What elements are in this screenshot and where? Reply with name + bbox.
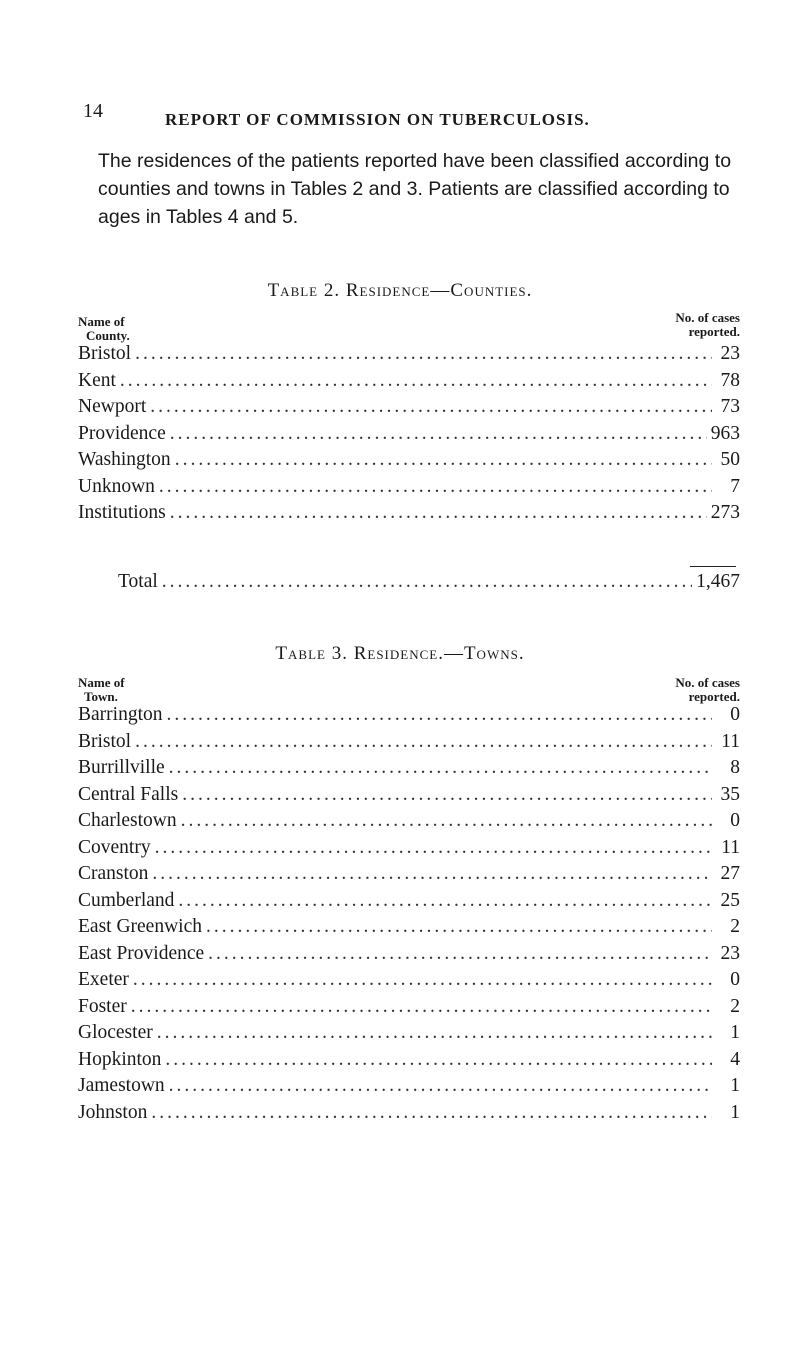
row-value: 8: [730, 757, 740, 778]
leader-dots: [135, 731, 712, 753]
row-value: 11: [721, 836, 740, 858]
table-row: [78, 396, 740, 423]
table2-col-count-line2: reported.: [688, 324, 740, 339]
row-name: Cranston: [78, 863, 149, 884]
leader-dots: [135, 343, 712, 365]
leader-dots: [206, 916, 712, 938]
table-row: [78, 890, 740, 917]
row-name: Providence: [78, 422, 166, 444]
table2-title: Table 2. Residence—Counties.: [267, 280, 533, 301]
row-value: 2: [730, 916, 740, 937]
table-row: [78, 863, 740, 890]
row-name: Charlestown: [78, 810, 177, 831]
table3-title: Table 3. Residence.—Towns.: [275, 643, 525, 664]
table-row: [78, 1022, 740, 1049]
leader-dots: [120, 370, 712, 392]
row-name: Coventry: [78, 836, 151, 858]
table-row: [78, 969, 740, 996]
row-name: Cumberland: [78, 889, 175, 911]
leader-dots: [159, 476, 712, 498]
row-value: 0: [730, 810, 740, 831]
row-value: 25: [720, 889, 740, 911]
row-name: Jamestown: [78, 1075, 165, 1096]
table-row: [78, 943, 740, 970]
leader-dots: [169, 1075, 712, 1097]
table3-col-name-header: [78, 676, 125, 704]
row-name: Foster: [78, 995, 127, 1017]
row-value: 1: [730, 1101, 740, 1123]
row-name: Exeter: [78, 969, 129, 990]
leader-dots: [152, 863, 712, 885]
row-value: 78: [720, 369, 740, 391]
table-row: [78, 996, 740, 1023]
leader-dots: [170, 423, 707, 445]
leader-dots: [166, 704, 712, 726]
row-value: 2: [730, 995, 740, 1017]
leader-dots: [170, 502, 707, 524]
row-value: 963: [710, 422, 740, 444]
intro-text: The residences of the patients reported have been classified according to counties and towns in Tables 2 and 3. Patients are classified according to ages in Tables 4 and 5.: [98, 150, 732, 228]
leader-dots: [181, 810, 712, 832]
row-value: 23: [720, 942, 740, 964]
row-name: Kent: [78, 369, 116, 391]
table-row: [78, 1102, 740, 1129]
row-value: 27: [720, 863, 740, 884]
table-row: [78, 423, 740, 450]
table3-col-count-line1: No. of cases: [675, 675, 740, 690]
table2-col-count-line1: No. of cases: [675, 310, 740, 325]
row-value: 73: [720, 396, 740, 417]
table-row: [78, 1075, 740, 1102]
leader-dots: [169, 757, 712, 779]
leader-dots: [165, 1049, 712, 1071]
intro-paragraph: [98, 147, 734, 231]
row-name: Johnston: [78, 1101, 148, 1123]
page-number: 14: [83, 100, 103, 122]
row-value: 0: [730, 969, 740, 990]
row-value: 7: [730, 475, 740, 497]
leader-dots: [182, 784, 712, 806]
table-row: [78, 1049, 740, 1076]
table2-total-rule: [690, 566, 736, 567]
row-name: Hopkinton: [78, 1048, 162, 1070]
table2-col-name-header: [78, 315, 130, 343]
leader-dots: [178, 890, 712, 912]
table-row: [78, 449, 740, 476]
row-name: Unknown: [78, 475, 155, 497]
table3-col-count-line2: reported.: [688, 689, 740, 704]
table3-rows: [78, 704, 740, 1128]
table-row: [78, 704, 740, 731]
table-row: [78, 370, 740, 397]
table3-col-name-line2: Town.: [84, 689, 118, 704]
leader-dots: [157, 1022, 712, 1044]
leader-dots: [133, 969, 712, 991]
table-row: [78, 784, 740, 811]
row-value: 35: [720, 783, 740, 805]
running-head: REPORT OF COMMISSION ON TUBERCULOSIS.: [165, 110, 590, 129]
row-value: 0: [730, 704, 740, 725]
table2-col-name-line1: Name of: [78, 314, 125, 329]
row-name: East Providence: [78, 942, 205, 964]
row-name: Newport: [78, 396, 147, 417]
leader-dots: [175, 449, 712, 471]
row-value: 4: [730, 1048, 740, 1070]
row-value: 11: [721, 730, 740, 752]
row-name: Bristol: [78, 343, 132, 364]
leader-dots: [131, 996, 712, 1018]
table2-rows: [78, 343, 740, 529]
table2-total-row: [118, 571, 740, 598]
row-value: 1: [730, 1022, 740, 1043]
table-row: [78, 916, 740, 943]
row-value: 1: [730, 1075, 740, 1096]
row-value: 23: [720, 343, 740, 364]
row-name: Institutions: [78, 502, 166, 523]
leader-dots: [208, 943, 712, 965]
table-row: [78, 731, 740, 758]
table2-col-name-line2: County.: [86, 328, 130, 343]
row-name: Burrillville: [78, 757, 165, 778]
row-name: Barrington: [78, 704, 163, 725]
table2-total-value: 1,467: [696, 571, 740, 592]
table2-total-label: Total: [118, 571, 158, 592]
leader-dots: [162, 571, 692, 593]
table-row: [78, 837, 740, 864]
row-value: 50: [720, 449, 740, 470]
table3-col-name-line1: Name of: [78, 675, 125, 690]
table2-col-count-header: [675, 311, 740, 339]
table-row: [78, 476, 740, 503]
leader-dots: [151, 1102, 712, 1124]
row-name: Bristol: [78, 730, 132, 752]
table-row: [78, 810, 740, 837]
leader-dots: [155, 837, 712, 859]
row-name: East Greenwich: [78, 916, 202, 937]
table-row: [78, 757, 740, 784]
leader-dots: [150, 396, 712, 418]
table-row: [78, 502, 740, 529]
row-value: 273: [710, 502, 740, 523]
table-row: [78, 343, 740, 370]
row-name: Washington: [78, 449, 171, 470]
table3-col-count-header: [675, 676, 740, 704]
row-name: Glocester: [78, 1022, 153, 1043]
row-name: Central Falls: [78, 783, 179, 805]
